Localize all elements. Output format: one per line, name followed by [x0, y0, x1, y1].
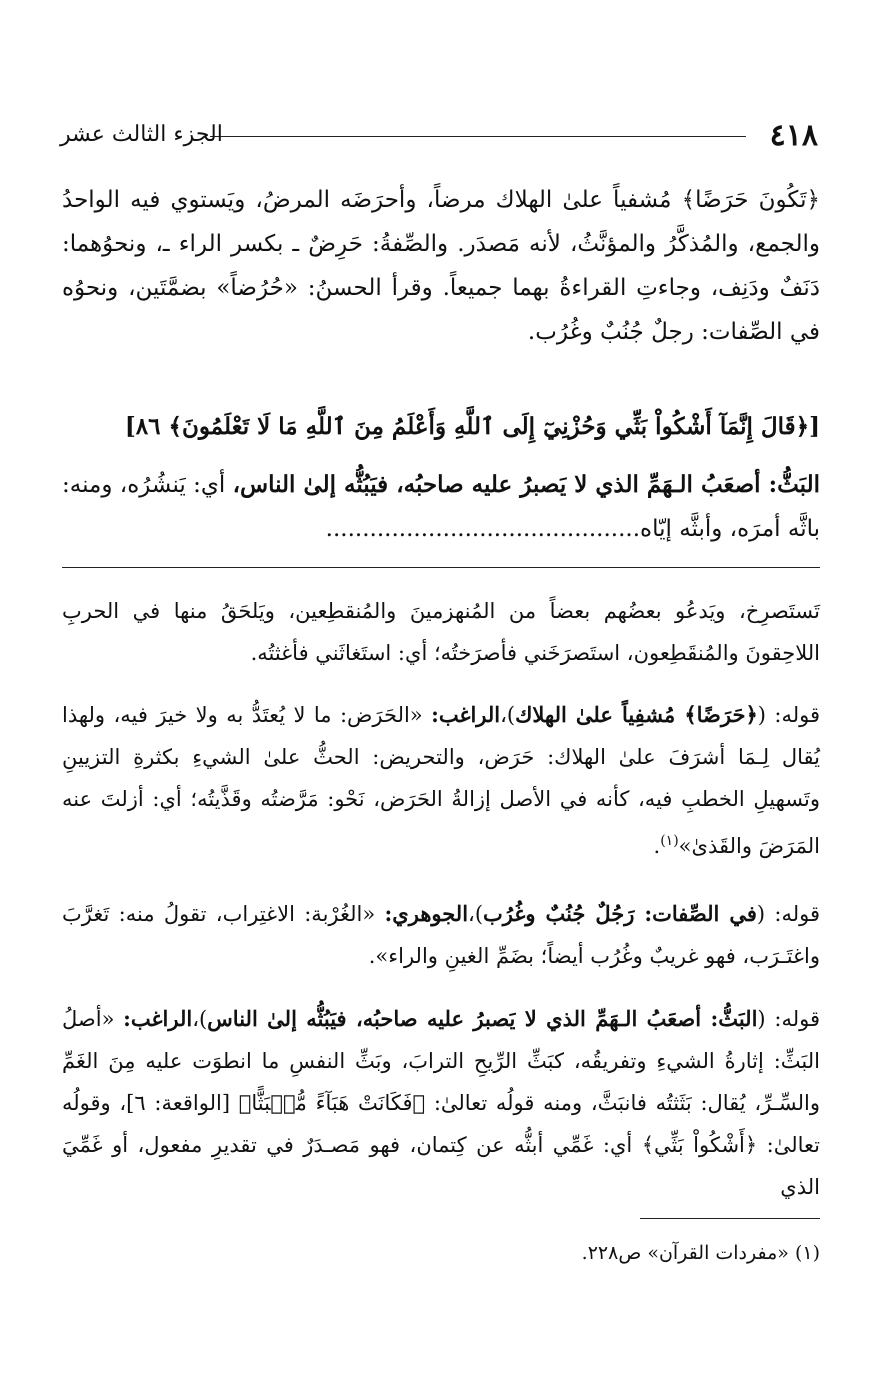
commentary-paragraph-2 — [62, 694, 820, 867]
commentary-paragraph-1: تَستَصرِخ، ويَدعُو بعضُهم بعضاً من المُنهزمينَ والمُنقطِعين، ويَلحَقُ منها في الحربِ اللاحِقونَ والمُنقَطِعون، استَصرَخَني فأصرَختُه؛ أي: استَغاثَني فأغثتُه. — [62, 599, 820, 665]
page-number: ٤١٨ — [769, 118, 818, 153]
c2-source: الراغب: — [431, 702, 501, 727]
footnote-reference[interactable]: (١) — [660, 833, 679, 849]
main-paragraph-2-rest: أي: يَنشُرُه، ومنه: باثَّه أمرَه، وأبثَّه إيّاه........................................... — [62, 472, 820, 542]
c3-prefix: قوله: ( — [756, 902, 820, 926]
c4-mid: )، — [192, 1007, 208, 1031]
footnote: (١) «مفردات القرآن» ص٢٢٨. — [581, 1242, 820, 1264]
main-paragraph-2 — [62, 463, 820, 551]
c4-text: «أصلُ البَثِّ: إثارةُ الشيءِ وتفريقُه، كبَثِّ الرِّيحِ الترابَ، وبَثِّ النفسِ ما انطوَت عليه مِنَ الغَمِّ والسِّـرِّ، يُقال: بَثَثتُه فانبَثَّ، ومنه قولُه تعالىٰ: ﴿فَكَانَتْ هَبَآءً مُّنۢبَثًّا﴾ [الواقعة: ٦]، وقولُه تعالىٰ: ﴿أَشْكُواْ بَثِّي﴾ أي: غَمِّي أبثُّه عن كِتمان، فهو مَصـدَرٌ في تقديرِ مفعول، أو غَمِّيَ الذي — [62, 1007, 820, 1199]
header-rule — [210, 136, 746, 137]
c3-mid: )، — [468, 902, 484, 926]
c2-mid: )، — [500, 703, 516, 727]
commentary-paragraph-3 — [62, 893, 820, 977]
main-paragraph-1 — [62, 178, 820, 354]
c2-quote: ﴿حَرَضًا﴾ مُشفِياً علىٰ الهلاك — [515, 702, 758, 727]
quran-verse: [﴿قَالَ إِنَّمَآ أَشْكُواْ بَثِّي وَحُزْنِيٓ إِلَى ٱللَّهِ وَأَعْلَمُ مِنَ ٱللَّهِ مَا لَا تَعْلَمُونَ﴾ ٨٦] — [124, 413, 820, 440]
c2-prefix: قوله: ( — [757, 703, 821, 727]
c3-text: «الغُرْبة: الاغتِراب، تقولُ منه: تَغرَّبَ واغتَـرَب، فهو غريبٌ وغُرُب أيضاً؛ بضَمِّ الغينِ والراء». — [62, 902, 820, 968]
footnote-separator — [640, 1218, 820, 1219]
running-title: الجزء الثالث عشر — [60, 122, 223, 147]
c2-text: «الحَرَض: ما لا يُعتَدُّ به ولا خيرَ فيه، ولهذا يُقال لِـمَا أشرَفَ علىٰ الهلاك: حَرَض، والتحريض: الحثُّ علىٰ الشيءِ بكثرةِ التزيينِ وتَسهيلِ الخطبِ فيه، كأنه في الأصل إزالةُ الحَرَض، نَحْو: مَرَّضتُه وقَذَّيتُه؛ أي: أزلتَ عنه المَرَضَ والقَذىٰ» — [62, 703, 820, 858]
commentary-paragraph-4 — [62, 998, 820, 1208]
main-paragraph-1-text: ﴿تَكُونَ حَرَضًا﴾ مُشفياً علىٰ الهلاك مرضاً، وأحرَضَه المرضُ، ويَستوي فيه الواحدُ والجمع، والمُذكَّرُ والمؤنَّثُ، لأنه مَصدَر. والصِّفةُ: حَرِضٌ ـ بكسر الراء ـ، ونحوُهما: دَنَفٌ ودَنِف، وجاءتِ القراءةُ بهما جميعاً. وقرأ الحسنُ: «حُرُضاً» بضمَّتَين، ونحوُه في الصِّفات: رجلٌ جُنُبٌ وغُرُب. — [62, 187, 820, 345]
c2-end: . — [653, 834, 661, 858]
main-paragraph-2-bold: البَثُّ: أصعَبُ الـهَمِّ الذي لا يَصبرُ عليه صاحبُه، فيَبُثُّه إلىٰ الناس، — [232, 471, 820, 498]
c4-quote: البَثُّ: أصعَبُ الـهَمِّ الذي لا يَصبرُ عليه صاحبُه، فيَبُثُّه إلىٰ الناس — [207, 1006, 758, 1031]
c3-source: الجوهري: — [384, 901, 469, 926]
c4-source: الراغب: — [123, 1006, 193, 1031]
page-header — [60, 118, 818, 158]
c3-quote: في الصِّفات: رَجُلٌ جُنُبٌ وغُرُب — [483, 901, 757, 926]
section-separator — [62, 567, 820, 568]
c4-prefix: قوله: ( — [757, 1007, 820, 1031]
